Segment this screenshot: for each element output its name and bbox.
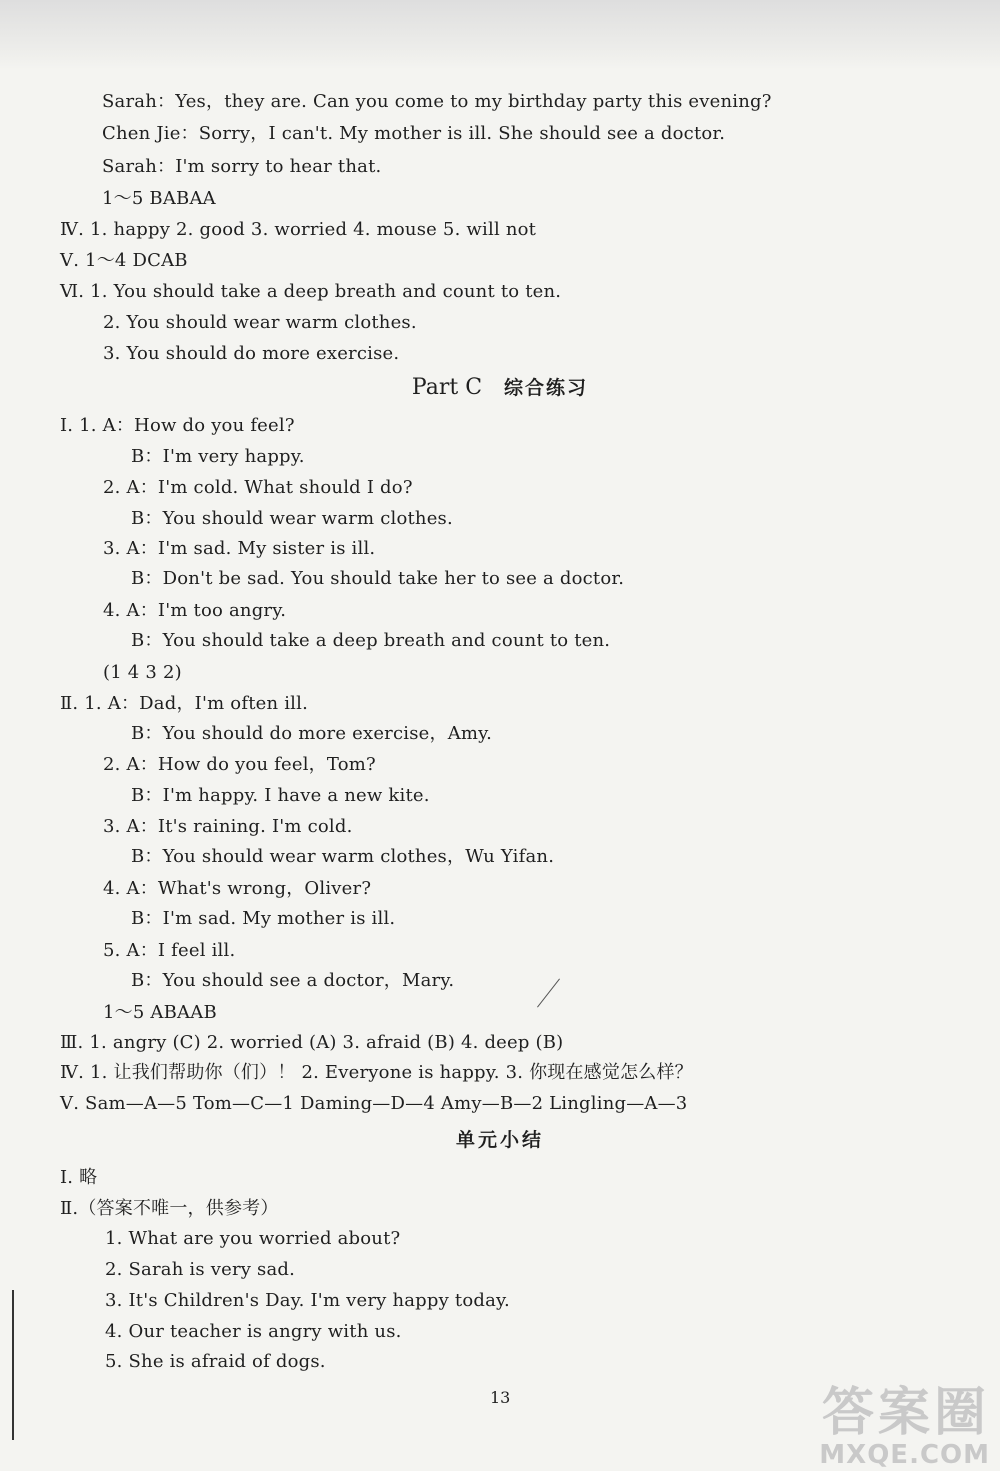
heading-part-c xyxy=(0,374,1000,402)
answer-line: 4. Our teacher is angry with us. xyxy=(105,1321,402,1342)
scan-edge-mark xyxy=(12,1290,14,1440)
answer-line: Sarah：Yes，they are. Can you come to my birthday party this evening? xyxy=(102,91,772,112)
answer-line: B：I'm happy. I have a new kite. xyxy=(131,785,430,806)
answer-line: B：Don't be sad. You should take her to see a doctor. xyxy=(131,568,625,589)
answer-line: 1～5 ABAAB xyxy=(103,1002,217,1023)
scan-top-shadow xyxy=(0,0,1000,70)
answer-line: Ⅲ. 1. angry (C) 2. worried (A) 3. afraid (B) 4. deep (B) xyxy=(60,1032,564,1053)
heading-part-c-cn: 综合练习 xyxy=(504,377,589,399)
pen-stroke-mark xyxy=(537,979,560,1008)
answer-line: 5. She is afraid of dogs. xyxy=(105,1351,326,1372)
answer-line: B：You should do more exercise，Amy. xyxy=(131,723,493,744)
answer-line: 2. A：I'm cold. What should I do? xyxy=(103,477,413,498)
page-number: 13 xyxy=(490,1388,511,1407)
watermark-line1: 答案圈 xyxy=(821,1383,990,1443)
answer-line: Ⅳ. 1. 让我们帮助你（们）！ 2. Everyone is happy. 3. 你现在感觉怎么样？ xyxy=(60,1062,693,1083)
answer-line: 4. A：I'm too angry. xyxy=(103,600,287,621)
answer-line: Sarah：I'm sorry to hear that. xyxy=(102,156,382,177)
answer-line: 2. A：How do you feel，Tom? xyxy=(103,754,376,775)
watermark-logo xyxy=(819,1385,990,1469)
heading-unit-summary: 单元小结 xyxy=(455,1129,544,1151)
answer-line: B：You should wear warm clothes，Wu Yifan. xyxy=(131,846,555,867)
answer-line: 3. A：I'm sad. My sister is ill. xyxy=(103,538,376,559)
heading-part-c-en: Part C xyxy=(411,375,483,400)
answer-line: 2. Sarah is very sad. xyxy=(105,1259,296,1280)
answer-line: B：I'm very happy. xyxy=(131,446,305,467)
answer-line: Ⅱ. 1. A：Dad，I'm often ill. xyxy=(60,693,308,714)
answer-line: 2. You should wear warm clothes. xyxy=(103,312,417,333)
answer-line: B：I'm sad. My mother is ill. xyxy=(131,908,396,929)
answer-line: 1. What are you worried about? xyxy=(105,1228,401,1249)
answer-line: Ⅰ. 略 xyxy=(60,1167,98,1188)
answer-line: Ⅳ. 1. happy 2. good 3. worried 4. mouse 5. will not xyxy=(60,219,537,240)
answer-line: 3. It's Children's Day. I'm very happy today. xyxy=(105,1290,510,1311)
answer-line: 5. A：I feel ill. xyxy=(103,940,236,961)
answer-line: 3. A：It's raining. I'm cold. xyxy=(103,816,353,837)
answer-line: Ⅰ. 1. A：How do you feel? xyxy=(60,415,295,436)
answer-line: Ⅴ. 1～4 DCAB xyxy=(60,250,188,271)
answer-line: B：You should wear warm clothes. xyxy=(131,508,453,529)
answer-line: (1 4 3 2) xyxy=(103,662,182,683)
answer-line: 1～5 BABAA xyxy=(102,188,216,209)
answer-line: Ⅴ. Sam—A—5 Tom—C—1 Daming—D—4 Amy—B—2 Lingling—A—3 xyxy=(60,1093,688,1114)
answer-line: B：You should take a deep breath and count to ten. xyxy=(131,630,611,651)
answer-line: Chen Jie：Sorry，I can't. My mother is ill. She should see a doctor. xyxy=(102,123,726,144)
answer-line: 3. You should do more exercise. xyxy=(103,343,400,364)
answer-line: B：You should see a doctor，Mary. xyxy=(131,970,455,991)
answer-line: Ⅱ.（答案不唯一，供参考） xyxy=(60,1198,279,1219)
answer-line: 4. A：What's wrong，Oliver? xyxy=(103,878,372,899)
answer-line: Ⅵ. 1. You should take a deep breath and count to ten. xyxy=(60,281,562,302)
watermark-line2: MXQE.COM xyxy=(819,1440,990,1470)
